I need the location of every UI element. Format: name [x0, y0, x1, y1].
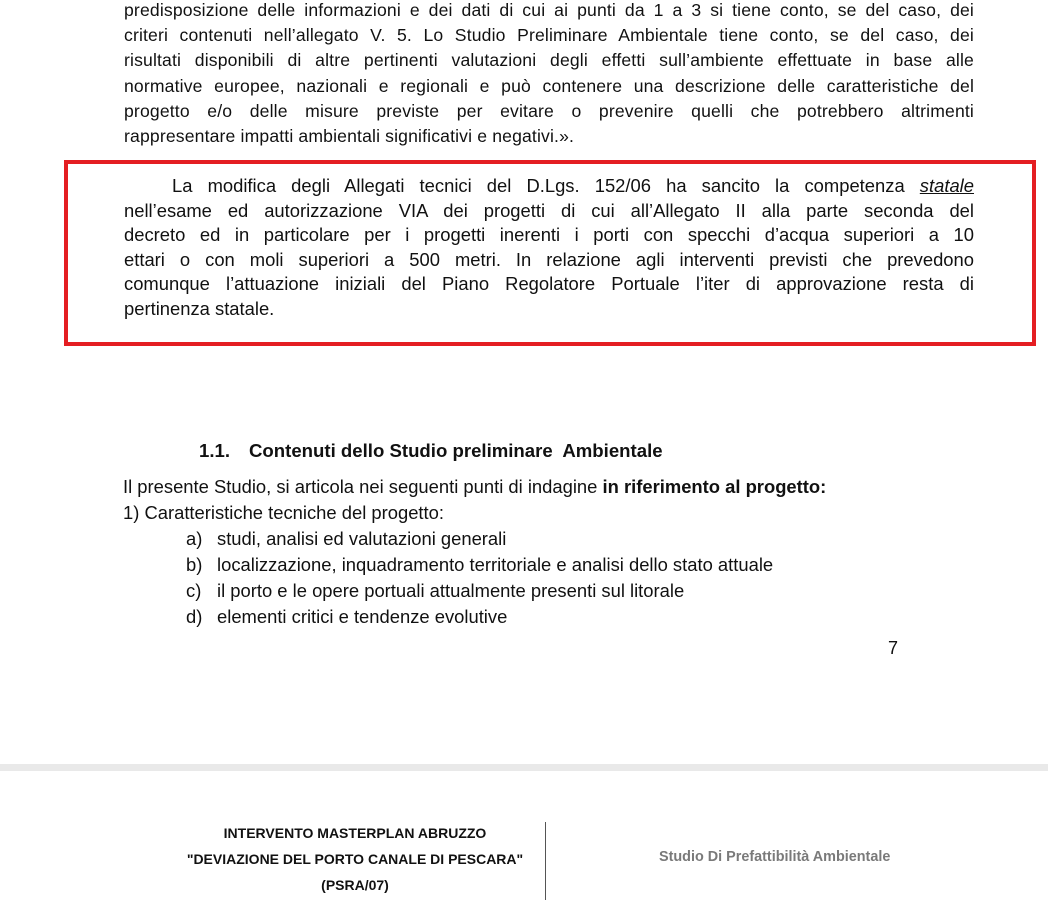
section-title: Contenuti dello Studio preliminare Ambientale — [249, 440, 663, 461]
paragraph-line: decreto ed in particolare per i progetti inerenti i porti con specchi d’acqua superiori a 10 — [124, 224, 974, 246]
list-item — [186, 552, 983, 578]
paragraph-text: La modifica degli Allegati tecnici del D.Lgs. 152/06 ha sancito la competenza — [172, 175, 905, 196]
paragraph-line: nell’esame ed autorizzazione VIA dei progetti di cui all’Allegato II alla parte seconda del — [124, 199, 974, 221]
footer-divider — [545, 822, 546, 900]
section-heading — [199, 440, 663, 462]
quoted-paragraph — [124, 0, 974, 149]
paragraph-line — [124, 174, 974, 199]
page-separator — [0, 764, 1048, 771]
list-marker: d) — [186, 606, 203, 627]
footer-line: INTERVENTO MASTERPLAN ABRUZZO — [223, 825, 487, 841]
section-body — [123, 474, 983, 630]
highlighted-paragraph — [124, 174, 974, 322]
paragraph-line: rappresentare impatti ambientali significativi e negativi.». — [124, 126, 575, 147]
paragraph-line: risultati disponibili di altre pertinenti valutazioni degli effetti sull’ambiente effettuate in base alle — [124, 50, 974, 71]
paragraph-line: progetto e/o delle misure previste per evitare o prevenire quelli che potrebbero altrimenti — [124, 100, 974, 121]
list-item — [186, 526, 983, 552]
intro-text: Il presente Studio, si articola nei seguenti punti di indagine — [123, 476, 603, 497]
paragraph-line: criteri contenuti nell’allegato V. 5. Lo Studio Preliminare Ambientale tiene conto, se del caso, dei — [124, 25, 974, 46]
intro-bold-text: in riferimento al progetto: — [602, 476, 827, 497]
footer-project-title — [150, 822, 560, 896]
section-number: 1.1. — [199, 440, 231, 461]
paragraph-line: comunque l’attuazione iniziali del Piano Regolatore Portuale l’iter di approvazione resta di — [124, 273, 974, 295]
list-item-text: studi, analisi ed valutazioni generali — [217, 528, 507, 549]
list-marker: a) — [186, 528, 203, 549]
footer-line: "DEVIAZIONE DEL PORTO CANALE DI PESCARA" — [186, 851, 524, 867]
list-item-text: il porto e le opere portuali attualmente presenti sul litorale — [217, 580, 685, 601]
paragraph-line: normative europee, nazionali e regionali e può contenere una descrizione delle caratteristiche del — [124, 75, 974, 96]
footer-line: (PSRA/07) — [321, 877, 389, 893]
list-marker: c) — [186, 580, 202, 601]
list-item — [186, 604, 983, 630]
topic-list — [123, 526, 983, 630]
list-marker: b) — [186, 554, 203, 575]
list-item — [186, 578, 983, 604]
list-item-text: elementi critici e tendenze evolutive — [217, 606, 508, 627]
footer-document-type: Studio Di Prefattibilità Ambientale — [659, 849, 891, 865]
paragraph-line: ettari o con moli superiori a 500 metri. In relazione agli interventi previsti che prevedono — [124, 248, 974, 270]
section-subheading: 1) Caratteristiche tecniche del progetto: — [123, 502, 444, 523]
paragraph-line: pertinenza statale. — [124, 297, 275, 319]
emphasized-word: statale — [919, 175, 974, 196]
list-item-text: localizzazione, inquadramento territoriale e analisi dello stato attuale — [217, 554, 774, 575]
section-intro — [123, 474, 983, 500]
page-number: 7 — [888, 638, 899, 658]
paragraph-line: predisposizione delle informazioni e dei dati di cui ai punti da 1 a 3 si tiene conto, se del caso, dei — [124, 0, 974, 20]
